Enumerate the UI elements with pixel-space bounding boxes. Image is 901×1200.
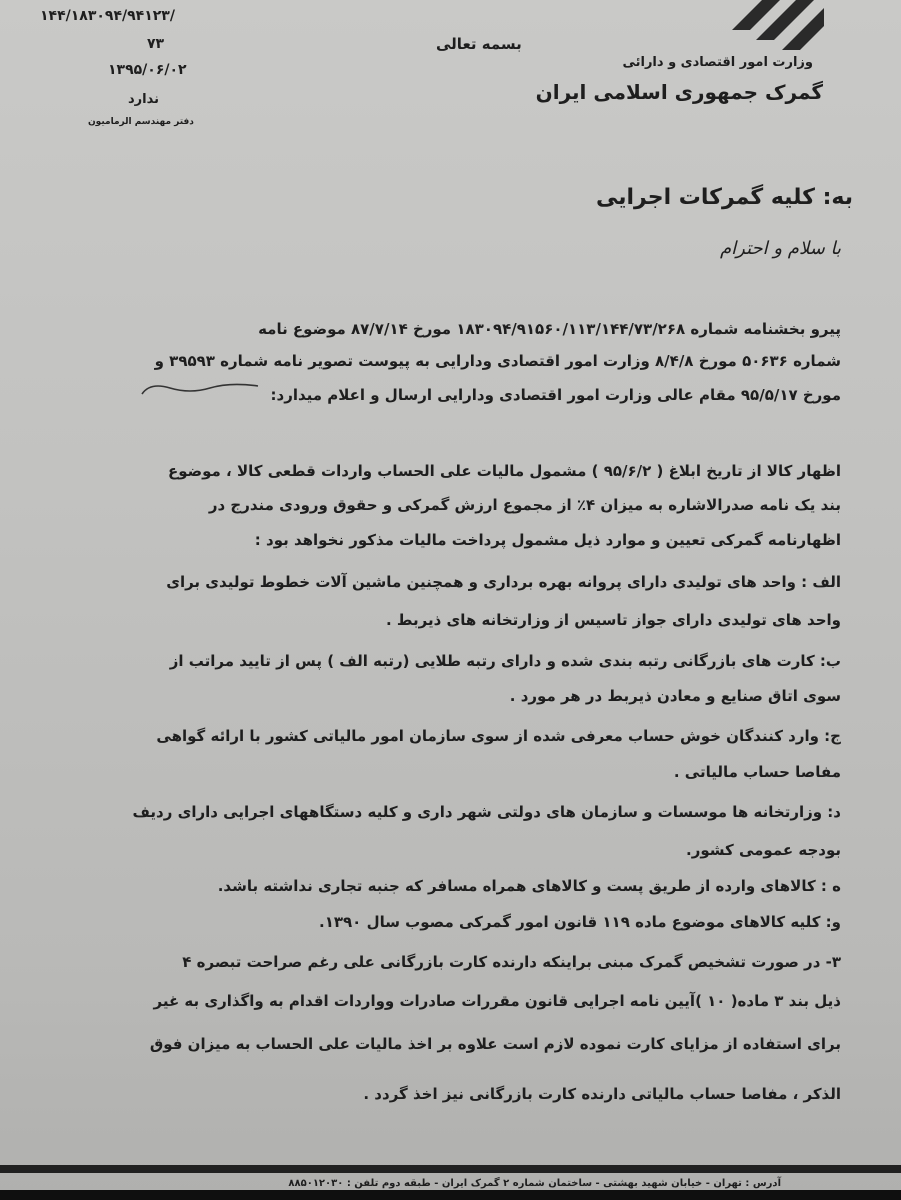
body-line: مورخ ۹۵/۵/۱۷ مقام عالی وزارت امور اقتصادی ودارایی ارسال و اعلام میدارد: [270, 386, 841, 404]
body-line: ۳- در صورت تشخیص گمرک مبنی براینکه دارنده کارت بازرگانی علی رغم صراحت تبصره ۴ [182, 953, 841, 971]
body-line: شماره ۵۰۶۳۶ مورخ ۸/۴/۸ وزارت امور اقتصادی ودارایی به پیوست تصویر نامه شماره ۳۹۵۹۳ و [154, 352, 841, 370]
bismillah: بسمه تعالی [436, 35, 522, 53]
page-bottom-edge [0, 1190, 901, 1200]
body-line: الذکر ، مفاصا حساب مالیاتی دارنده کارت بازرگانی نیز اخذ گردد . [363, 1085, 841, 1103]
recipient-line: به: کلیه گمرکات اجرایی [595, 185, 853, 210]
handwritten-greeting: با سلام و احترام [720, 238, 841, 259]
letter-number: ۱۴۴/۱۸۳۰۹۴/۹۴۱۲۳/ [40, 8, 175, 24]
body-line: واحد های تولیدی دارای جواز تاسیس از وزارتخانه های ذیربط . [386, 611, 841, 629]
body-line: برای استفاده از مزایای کارت نموده لازم است علاوه بر اخذ مالیات علی الحساب به میزان فوق [149, 1035, 841, 1053]
body-line: مفاصا حساب مالیاتی . [673, 763, 841, 781]
footer-divider [0, 1165, 901, 1173]
letter-attachment-count: ۷۳ [147, 36, 165, 52]
body-line: سوی اتاق صنایع و معادن ذیربط در هر مورد . [509, 687, 841, 705]
body-line: اظهار کالا از تاریخ ابلاغ ( ۹۵/۶/۲ ) مشمول مالیات علی الحساب واردات قطعی کالا ، موضوع [168, 462, 841, 480]
customs-logo-icon [732, 0, 824, 52]
body-line: ه : کالاهای وارده از طریق پست و کالاهای همراه مسافر که جنبه تجاری نداشته باشد. [217, 877, 841, 895]
office-name: دفتر مهندسم الرمامیون [88, 117, 194, 127]
footer-address: آدرس : تهران - خیابان شهید بهشتی - ساختمان شماره ۲ گمرک ایران - طبقه دوم تلفن : ۸۸۵۰۱۲۰۳۰ [288, 1178, 781, 1189]
body-line: بودجه عمومی کشور. [686, 841, 841, 859]
body-line: ذیل بند ۳ ماده( ۱۰ )آیین نامه اجرایی قانون مقررات صادرات وواردات اقدام به واگذاری به غیر [153, 992, 841, 1010]
customs-name: گمرک جمهوری اسلامی ایران [535, 80, 823, 104]
body-line: اظهارنامه گمرکی تعیین و موارد ذیل مشمول پرداخت مالیات مذکور نخواهد بود : [254, 531, 841, 549]
handwritten-stroke-icon [140, 380, 260, 400]
body-line: بند یک نامه صدرالاشاره به میزان ۴٪ از مجموع ارزش گمرکی و حقوق ورودی مندرج در [208, 496, 841, 514]
ministry-name: وزارت امور اقتصادی و دارائی [622, 55, 813, 70]
body-line: پیرو بخشنامه شماره ۱۸۳۰۹۴/۹۱۵۶۰/۱۱۳/۱۴۴/۷۳/۲۶۸ مورخ ۸۷/۷/۱۴ موضوع نامه [258, 320, 841, 338]
body-line: ب: کارت های بازرگانی رتبه بندی شده و دارای رتبه طلایی (رتبه الف ) پس از تایید مراتب از [169, 652, 841, 670]
body-line: د: وزارتخانه ها موسسات و سازمان های دولتی شهر داری و کلیه دستگاههای اجرایی دارای ردیف [132, 803, 841, 821]
body-line: الف : واحد های تولیدی دارای پروانه بهره برداری و همچنین ماشین آلات خطوط تولیدی برای [166, 573, 841, 591]
body-line: ج: وارد کنندگان خوش حساب معرفی شده از سوی سازمان امور مالیاتی کشور با ارائه گواهی [156, 727, 841, 745]
body-line: و: کلیه کالاهای موضوع ماده ۱۱۹ قانون امور گمرکی مصوب سال ۱۳۹۰. [319, 913, 841, 931]
letter-date: ۱۳۹۵/۰۶/۰۲ [108, 62, 187, 78]
attachment-status: ندارد [128, 92, 160, 107]
